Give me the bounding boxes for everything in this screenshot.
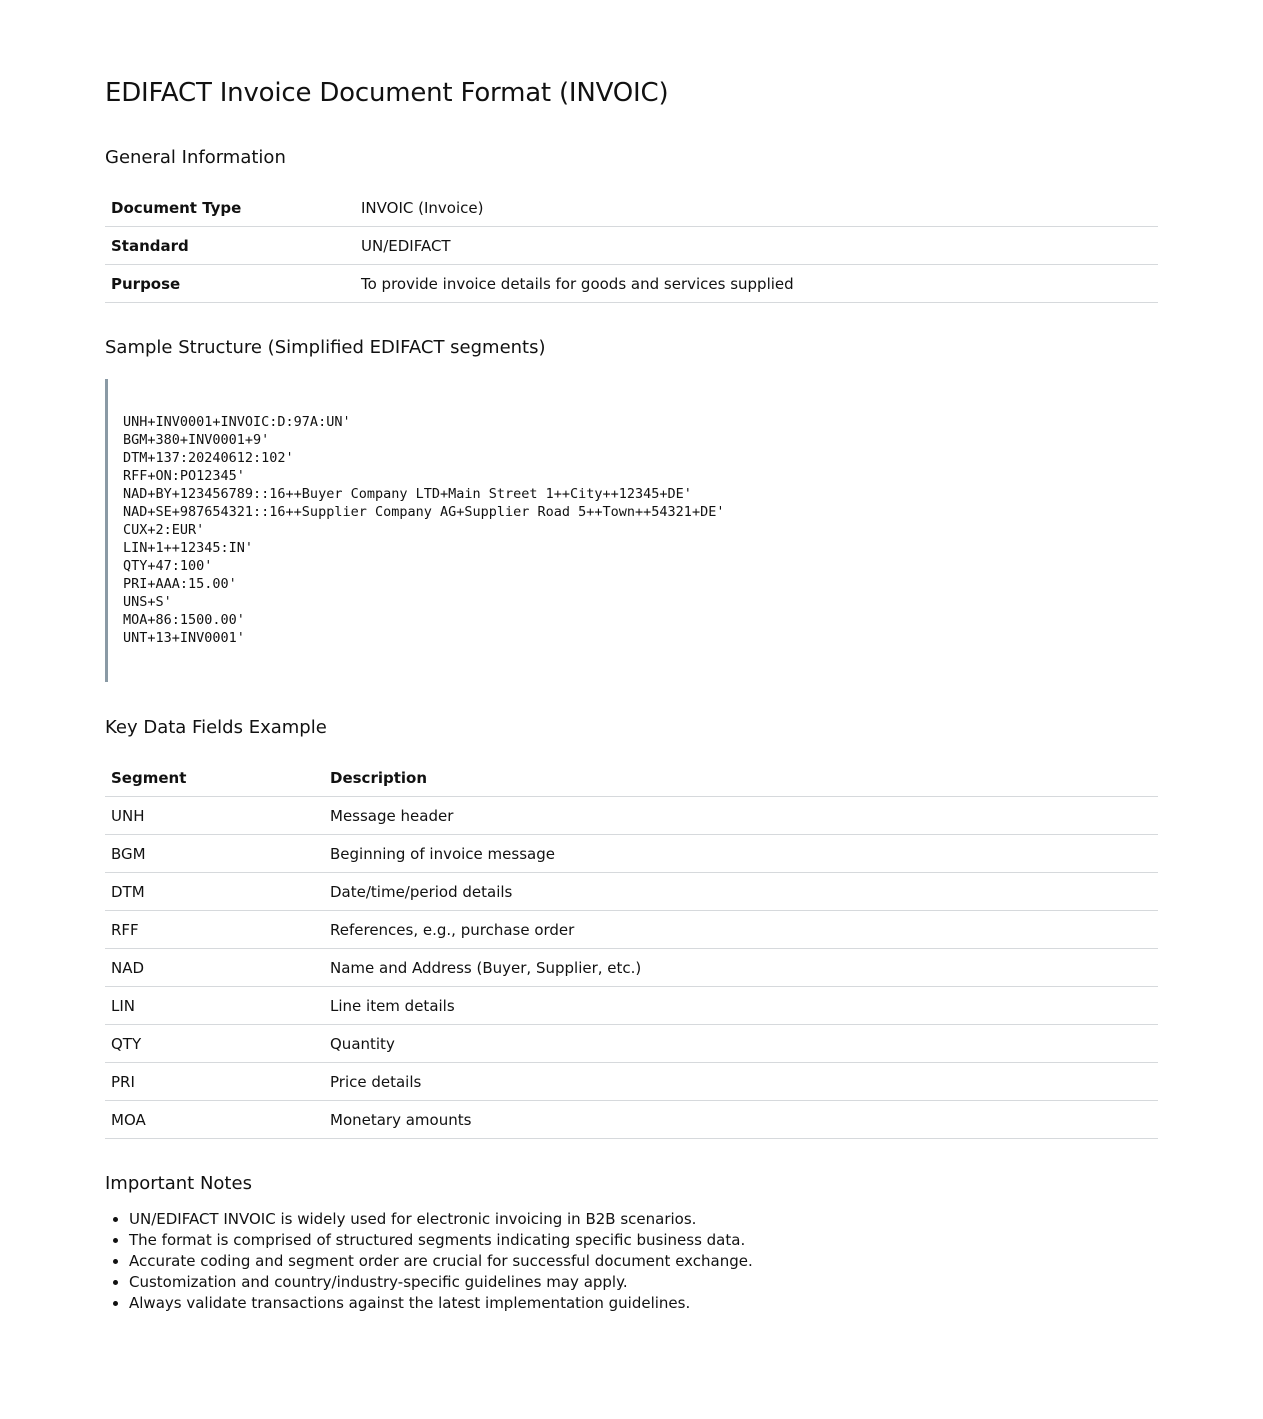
important-notes-heading: Important Notes	[105, 1173, 252, 1194]
edifact-code-block: UNH+INV0001+INVOIC:D:97A:UN' BGM+380+INV0001+9' DTM+137:20240612:102' RFF+ON:PO12345' NAD+BY+123456789::16++Buyer Company LTD+Main Street 1++City++12345+DE' NAD+SE+987654321::16++Supplier Company AG+Supplier Road 5++Town++54321+DE' CUX+2:EUR' LIN+1++12345:IN' QTY+47:100' PRI+AAA:15.00' UNS+S' MOA+86:1500.00' UNT+13+INV0001'	[105, 379, 1138, 682]
table-row	[105, 1101, 1158, 1139]
segment-code: LIN	[105, 987, 324, 1025]
table-row	[105, 835, 1158, 873]
general-info-label: Standard	[105, 227, 355, 265]
segment-code: DTM	[105, 873, 324, 911]
key-fields-heading: Key Data Fields Example	[105, 717, 327, 738]
general-info-value: To provide invoice details for goods and services supplied	[355, 265, 1158, 303]
general-info-row	[105, 227, 1158, 265]
page-title: EDIFACT Invoice Document Format (INVOIC)	[105, 78, 669, 108]
table-row	[105, 949, 1158, 987]
list-item: • Customization and country/industry-specific guidelines may apply.	[129, 1272, 1182, 1293]
table-row	[105, 987, 1158, 1025]
general-info-heading: General Information	[105, 147, 286, 168]
list-item: • The format is comprised of structured segments indicating specific business data.	[129, 1230, 1182, 1251]
general-info-label: Purpose	[105, 265, 355, 303]
list-item: • Always validate transactions against the latest implementation guidelines.	[129, 1293, 1182, 1314]
segment-description: Monetary amounts	[324, 1101, 1158, 1139]
table-row	[105, 797, 1158, 835]
table-row	[105, 873, 1158, 911]
segment-description: References, e.g., purchase order	[324, 911, 1158, 949]
segment-code: PRI	[105, 1063, 324, 1101]
table-row	[105, 911, 1158, 949]
list-item: • Accurate coding and segment order are crucial for successful document exchange.	[129, 1251, 1182, 1272]
segment-description: Quantity	[324, 1025, 1158, 1063]
general-info-table	[105, 189, 1158, 303]
general-info-row	[105, 189, 1158, 227]
segment-code: UNH	[105, 797, 324, 835]
segment-code: QTY	[105, 1025, 324, 1063]
general-info-value: INVOIC (Invoice)	[355, 189, 1158, 227]
column-header-segment: Segment	[105, 759, 324, 797]
segment-code: NAD	[105, 949, 324, 987]
segment-code: RFF	[105, 911, 324, 949]
general-info-value: UN/EDIFACT	[355, 227, 1158, 265]
table-header-row	[105, 759, 1158, 797]
segment-description: Price details	[324, 1063, 1158, 1101]
segment-description: Line item details	[324, 987, 1158, 1025]
general-info-row	[105, 265, 1158, 303]
list-item: • UN/EDIFACT INVOIC is widely used for electronic invoicing in B2B scenarios.	[129, 1209, 1182, 1230]
key-fields-table	[105, 759, 1158, 1139]
sample-structure-heading: Sample Structure (Simplified EDIFACT segments)	[105, 337, 546, 358]
general-info-label: Document Type	[105, 189, 355, 227]
table-row	[105, 1063, 1158, 1101]
table-row	[105, 1025, 1158, 1063]
column-header-description: Description	[324, 759, 1158, 797]
segment-description: Beginning of invoice message	[324, 835, 1158, 873]
important-notes-list	[105, 1209, 1182, 1312]
segment-code: BGM	[105, 835, 324, 873]
segment-code: MOA	[105, 1101, 324, 1139]
segment-description: Name and Address (Buyer, Supplier, etc.)	[324, 949, 1158, 987]
segment-description: Message header	[324, 797, 1158, 835]
segment-description: Date/time/period details	[324, 873, 1158, 911]
